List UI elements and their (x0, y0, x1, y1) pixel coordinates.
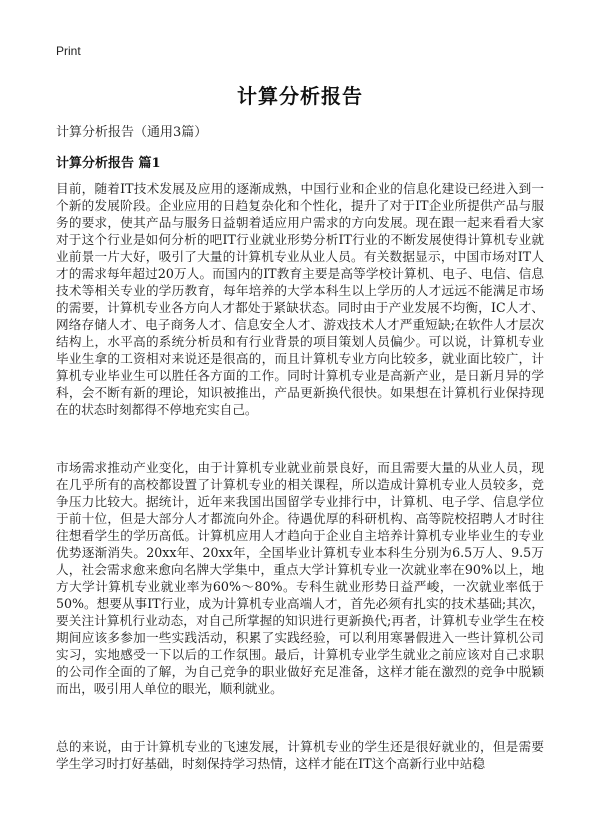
document-title: 计算分析报告 (237, 84, 363, 108)
document-subtitle: 计算分析报告（通用3篇） (56, 125, 208, 140)
print-label: Print (56, 44, 81, 58)
paragraph-2: 市场需求推动产业变化，由于计算机专业就业前景良好，而且需要大量的从业人员，现在几乎所有的高校都设置了计算机专业的相关课程，所以造成计算机专业人员较多，竞争压力比较大。据统计，近年来我国出国留学专业排行中，计算机、电子学、信息学位于前十位，但是大部分人才都流向外企。待遇优厚的科研机构、高等院校招聘人才时往往想看学生的学历高低。计算机应用人才趋向于企业自主培养计算机专业毕业生的专业优势逐渐消失。20xx年、20xx年，全国毕业计算机专业本科生分别为6.5万人、9.5万人，社会需求愈来愈向名牌大学集中，重点大学计算机专业一次就业率在90%以上，地方大学计算机专业就业率为60%～80%。专科生就业形势日益严峻，一次就业率低于50%。想要从事IT行业，成为计算机专业高端人才，首先必须有扎实的技术基础;其次，要关注计算机行业动态，对自己所掌握的知识进行更新换代;再者，计算机专业学生在校期间应该多参加一些实践活动，积累了实践经验，可以利用寒暑假进入一些计算机公司实习，实地感受一下以后的工作氛围。最后，计算机专业学生就业之前应该对自己求职的公司作全面的了解，为自己竞争的职业做好充足准备，这样才能在激烈的竞争中脱颖而出，吸引用人单位的眼光，顺利就业。 (56, 460, 544, 696)
paragraph-3: 总的来说，由于计算机专业的飞速发展，计算机专业的学生还是很好就业的，但是需要学生学习时打好基础，时刻保持学习热情，这样才能在IT这个高新行业中站稳 (56, 739, 544, 771)
section-heading: 计算分析报告 篇1 (56, 156, 161, 171)
paragraph-1: 目前，随着IT技术发展及应用的逐渐成熟，中国行业和企业的信息化建设已经进入到一个新的发展阶段。企业应用的日趋复杂化和个性化，提升了对于IT企业所提供产品与服务的要求，使其产品与服务日益朝着适应用户需求的方向发展。现在跟一起来看看大家对于这个行业是如何分析的吧IT行业就业形势分析IT行业的不断发展使得计算机专业就业前景一片大好，吸引了大量的计算机专业从业人员。有关数据显示，中国市场对IT人才的需求每年超过20万人。而国内的IT教育主要是高等学校计算机、电子、电信、信息技术等相关专业的学历教育，每年培养的大学本科生以上学历的人才远远不能满足市场的需要，计算机专业各方向人才都处于紧缺状态。同时由于产业发展不均衡，IC人才、网络存储人才、电子商务人才、信息安全人才、游戏技术人才严重短缺;在软件人才层次结构上，水平高的系统分析员和有行业背景的项目策划人员偏少。可以说，计算机专业毕业生拿的工资相对来说还是很高的，而且计算机专业方向比较多，就业面比较广，计算机专业毕业生可以胜任各方面的工作。同时计算机专业是高新产业，是日新月异的学科，会不断有新的理论，知识被推出，产品更新换代很快。如果想在计算机行业保持现在的状态时刻都得不停地充实自己。 (56, 181, 544, 417)
